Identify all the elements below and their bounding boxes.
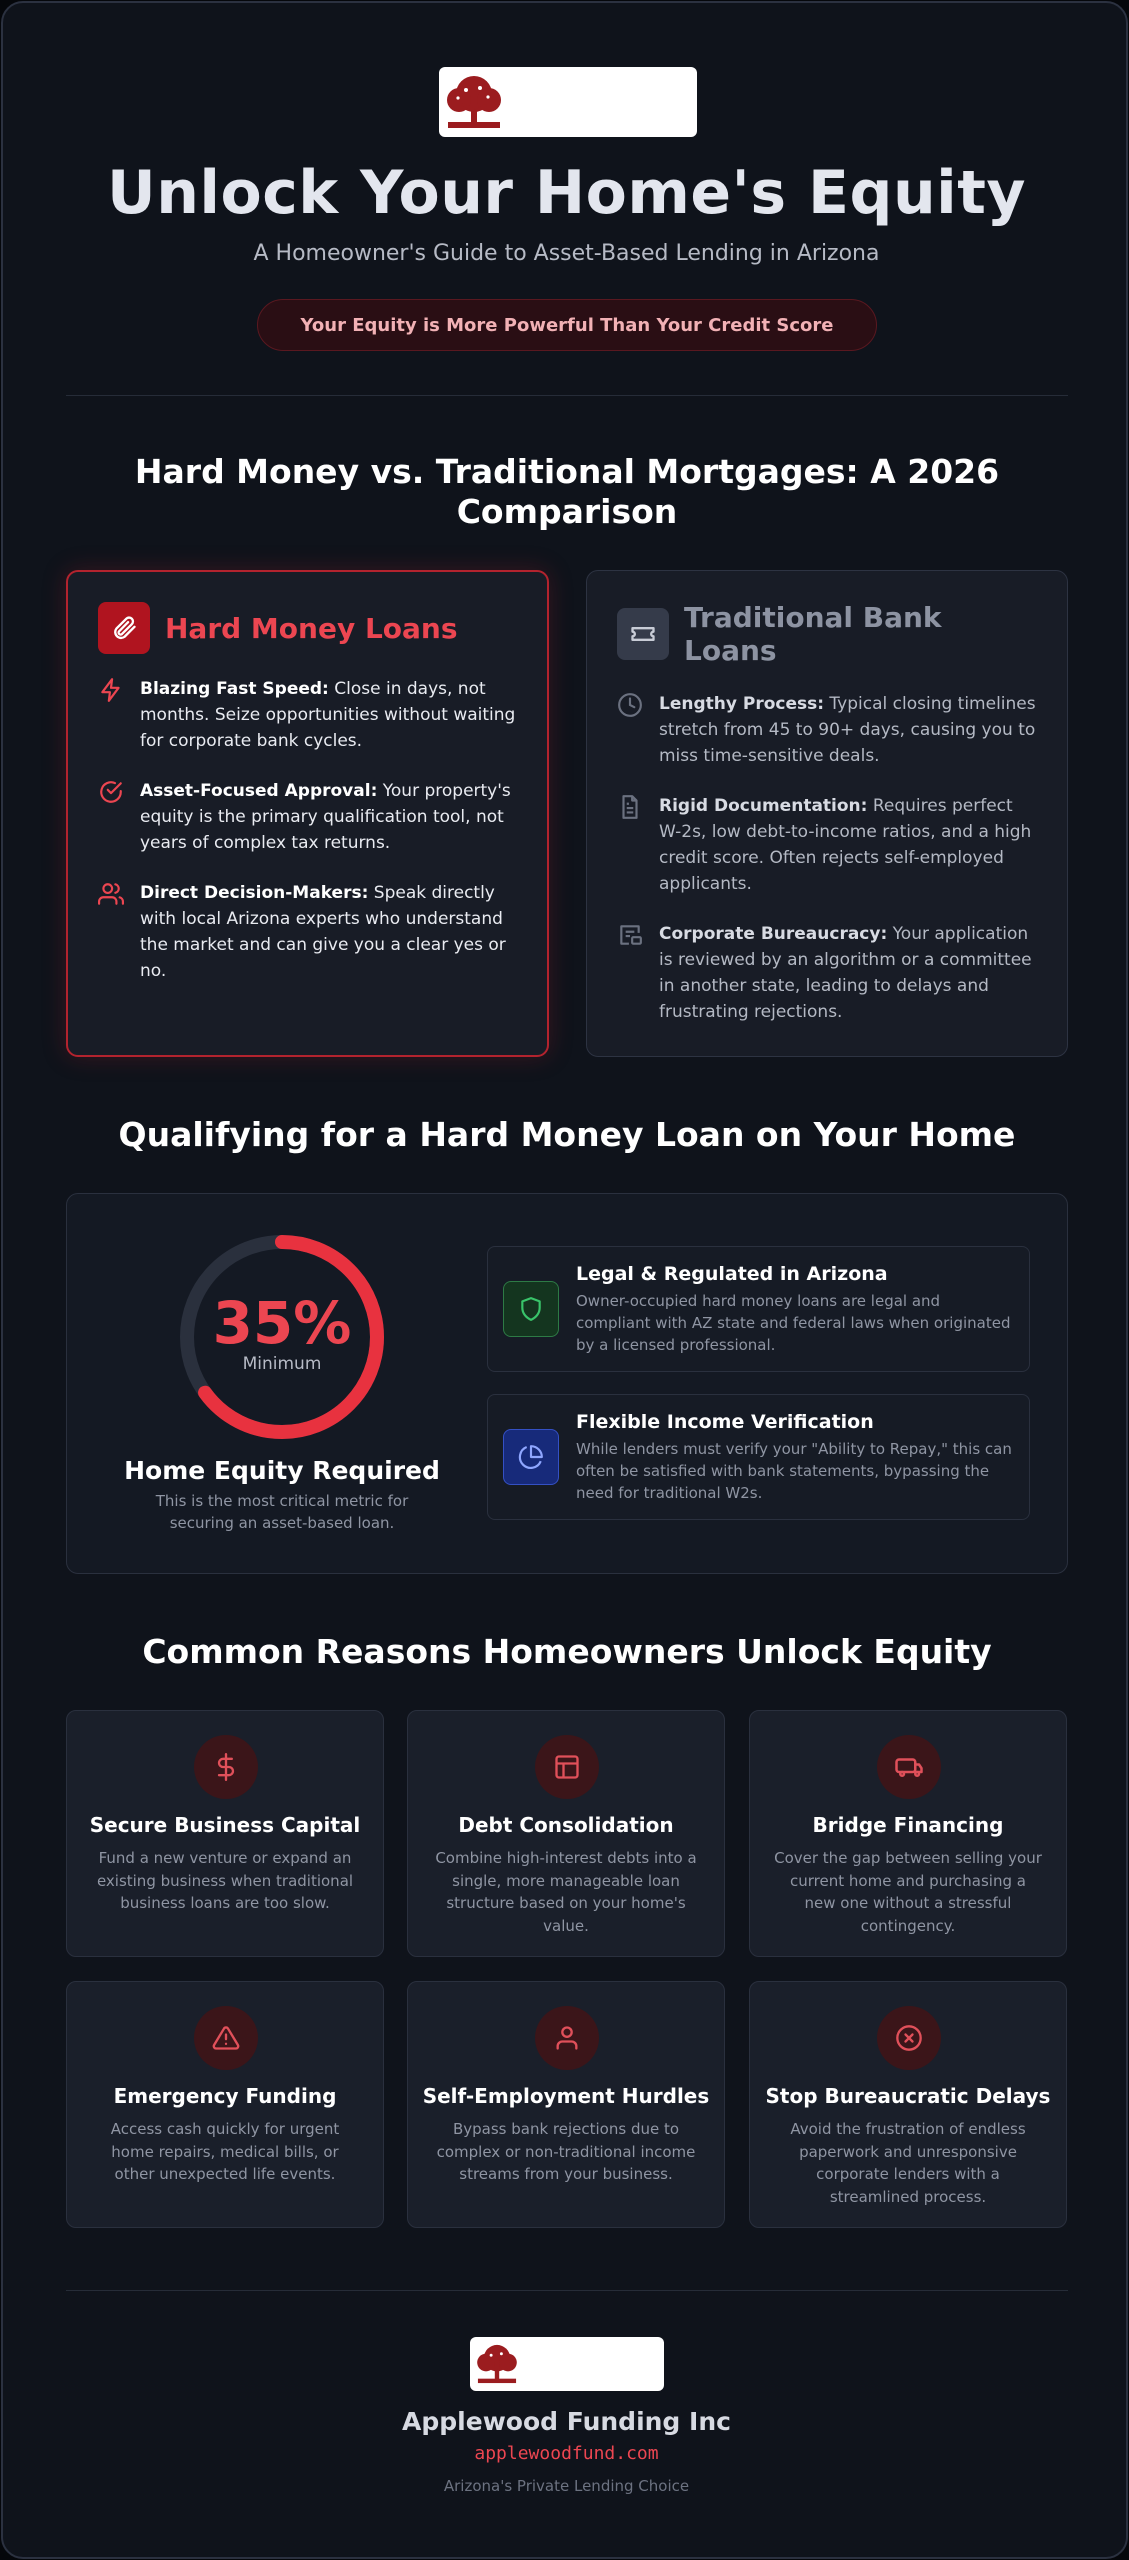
qualifying-heading: Qualifying for a Hard Money Loan on Your Home bbox=[118, 1115, 1016, 1154]
footer-logo bbox=[470, 2337, 664, 2391]
truck-icon bbox=[877, 1735, 941, 1799]
clock-icon bbox=[617, 692, 643, 718]
equity-title: Home Equity Required bbox=[124, 1456, 440, 1485]
feature-text: Direct Decision-Makers: Speak directly with local Arizona experts who understand the market and can give you a clear yes or no. bbox=[140, 883, 506, 981]
feature-text: Lengthy Process: Typical closing timelines stretch from 45 to 90+ days, causing you to miss time-sensitive deals. bbox=[659, 694, 1036, 766]
pie-chart-icon bbox=[503, 1429, 559, 1485]
check-circle-icon bbox=[98, 779, 124, 805]
form-icon bbox=[617, 922, 643, 948]
info-description: Owner-occupied hard money loans are legal and compliant with AZ state and federal laws when originated by a licensed professional. bbox=[576, 1292, 1011, 1354]
feature-item bbox=[617, 921, 1039, 1025]
reason-description: Avoid the frustration of endless paperwork and unresponsive corporate lenders with a streamlined process. bbox=[790, 2120, 1026, 2206]
info-description: While lenders must verify your "Ability to Repay," this can often be satisfied with bank statements, bypassing the need for traditional W2s. bbox=[576, 1440, 1012, 1502]
divider bbox=[66, 2290, 1068, 2291]
gauge-label: Minimum bbox=[242, 1354, 322, 1374]
feature-text: Blazing Fast Speed: Close in days, not months. Seize opportunities without waiting for corporate bank cycles. bbox=[140, 679, 516, 751]
company-logo bbox=[439, 67, 697, 137]
info-title: Legal & Regulated in Arizona bbox=[576, 1263, 888, 1285]
info-card-legal bbox=[487, 1246, 1030, 1372]
comparison-heading: Hard Money vs. Traditional Mortgages: A 2026 Comparison bbox=[134, 452, 1000, 531]
feature-item bbox=[98, 676, 520, 754]
feature-item bbox=[617, 793, 1039, 897]
user-icon bbox=[535, 2006, 599, 2070]
dollar-icon bbox=[194, 1735, 258, 1799]
users-icon bbox=[98, 881, 124, 907]
ticket-icon bbox=[617, 608, 669, 660]
info-title: Flexible Income Verification bbox=[576, 1411, 874, 1433]
hard-money-header bbox=[98, 602, 458, 654]
company-name: Applewood Funding Inc bbox=[402, 2407, 731, 2436]
infographic-page bbox=[1, 1, 1128, 2559]
page-title: Unlock Your Home's Equity bbox=[106, 158, 1027, 228]
reason-description: Fund a new venture or expand an existing business when traditional business loans are too slow. bbox=[96, 1849, 354, 1912]
feature-text: Rigid Documentation: Requires perfect W-2s, low debt-to-income ratios, and a high credit score. Often rejects self-employed applicants. bbox=[659, 796, 1032, 894]
shield-icon bbox=[503, 1281, 559, 1337]
x-circle-icon bbox=[877, 2006, 941, 2070]
reason-card bbox=[66, 1981, 384, 2228]
gauge-value: 35% bbox=[212, 1289, 352, 1357]
reason-description: Combine high-interest debts into a single, more manageable loan structure based on your home's value. bbox=[435, 1849, 697, 1935]
traditional-loans-card bbox=[586, 570, 1068, 1057]
traditional-title: Traditional Bank Loans bbox=[684, 601, 942, 667]
warning-icon bbox=[194, 2006, 258, 2070]
feature-item bbox=[617, 691, 1039, 769]
reason-description: Cover the gap between selling your current home and purchasing a new one without a stressful contingency. bbox=[774, 1849, 1042, 1935]
tagline: Arizona's Private Lending Choice bbox=[443, 2477, 690, 2495]
reason-title: Stop Bureaucratic Delays bbox=[765, 2084, 1051, 2108]
reason-card bbox=[407, 1981, 725, 2228]
reason-description: Access cash quickly for urgent home repairs, medical bills, or other unexpected life events. bbox=[110, 2120, 340, 2183]
headline-pill: Your Equity is More Powerful Than Your Credit Score bbox=[257, 299, 877, 351]
layout-icon bbox=[535, 1735, 599, 1799]
divider bbox=[66, 395, 1068, 396]
reason-title: Emergency Funding bbox=[113, 2084, 337, 2108]
lightning-icon bbox=[98, 677, 124, 703]
website-link[interactable]: applewoodfund.com bbox=[474, 2443, 659, 2464]
info-card-income bbox=[487, 1394, 1030, 1520]
traditional-header bbox=[617, 601, 1014, 667]
page-subtitle: A Homeowner's Guide to Asset-Based Lending in Arizona bbox=[253, 241, 880, 266]
qualifying-panel bbox=[66, 1193, 1068, 1574]
reason-card bbox=[749, 1710, 1067, 1957]
reason-description: Bypass bank rejections due to complex or non-traditional income streams from your business. bbox=[436, 2120, 696, 2183]
feature-text: Corporate Bureaucracy: Your application is reviewed by an algorithm or a committee in another state, leading to delays and frustrating rejections. bbox=[659, 924, 1032, 1022]
reason-title: Self-Employment Hurdles bbox=[422, 2084, 710, 2108]
feature-text: Asset-Focused Approval: Your property's equity is the primary qualification tool, not years of complex tax returns. bbox=[140, 781, 511, 853]
reason-title: Bridge Financing bbox=[812, 1813, 1004, 1837]
tree-logo-icon bbox=[475, 2342, 519, 2386]
hard-money-card bbox=[66, 570, 549, 1057]
reason-title: Secure Business Capital bbox=[89, 1813, 361, 1837]
reason-title: Debt Consolidation bbox=[458, 1813, 674, 1837]
reason-card bbox=[749, 1981, 1067, 2228]
hard-money-title: Hard Money Loans bbox=[165, 611, 458, 645]
document-icon bbox=[617, 794, 643, 820]
feature-item bbox=[98, 778, 520, 856]
reasons-heading: Common Reasons Homeowners Unlock Equity bbox=[142, 1632, 992, 1671]
reason-card bbox=[407, 1710, 725, 1957]
equity-description: This is the most critical metric for securing an asset-based loan. bbox=[155, 1492, 409, 1532]
reason-card bbox=[66, 1710, 384, 1957]
feature-item bbox=[98, 880, 520, 984]
tree-logo-icon bbox=[444, 72, 504, 132]
paperclip-icon bbox=[98, 602, 150, 654]
